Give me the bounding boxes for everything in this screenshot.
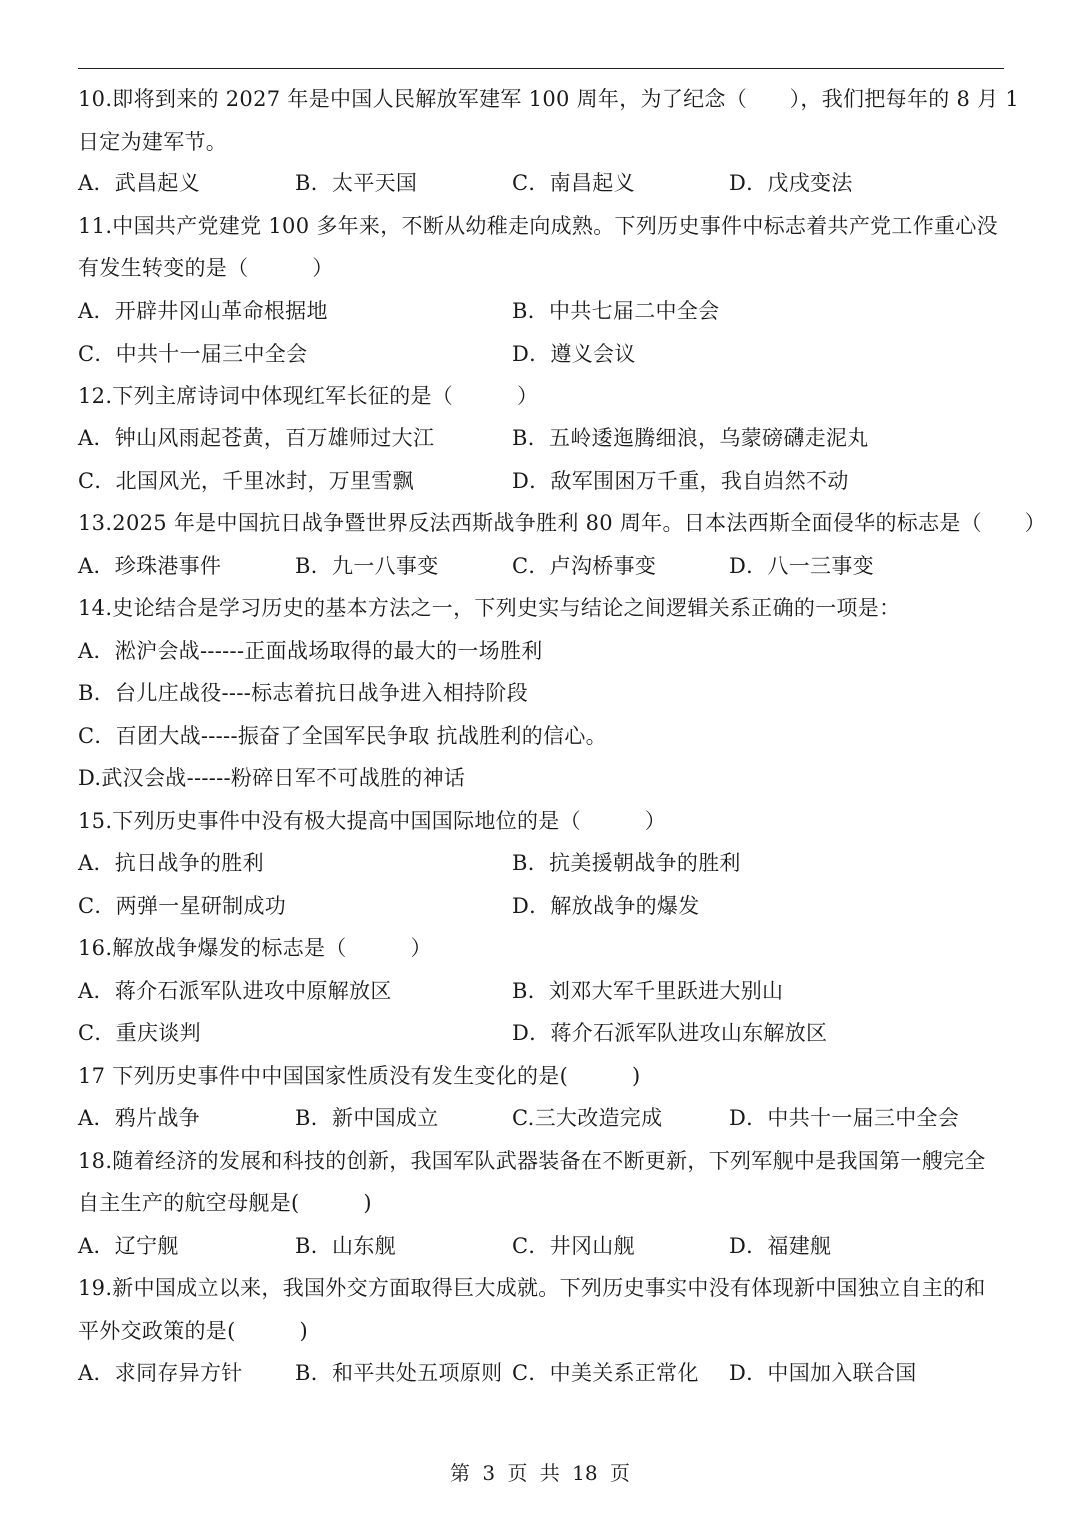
question-18-option-b[interactable]: B．山东舰 (295, 1234, 396, 1258)
question-10-option-d[interactable]: D．戊戌变法 (729, 171, 853, 195)
question-11-option-d[interactable]: D．遵义会议 (512, 342, 636, 366)
question-19-stem-line: 平外交政策的是( ) (78, 1319, 308, 1343)
question-15-option-b[interactable]: B．抗美援朝战争的胜利 (512, 851, 741, 875)
question-15-stem-line: 15.下列历史事件中没有极大提高中国国际地位的是（ ） (78, 809, 667, 833)
question-19-option-c[interactable]: C．中美关系正常化 (512, 1361, 699, 1385)
question-11-option-b[interactable]: B．中共七届二中全会 (512, 299, 720, 323)
question-15-option-d[interactable]: D．解放战争的爆发 (512, 894, 700, 918)
question-16-option-a[interactable]: A．蒋介石派军队进攻中原解放区 (78, 979, 392, 1003)
question-10-option-a[interactable]: A．武昌起义 (78, 171, 200, 195)
question-12-option-a[interactable]: A．钟山风雨起苍黄，百万雄师过大江 (78, 426, 435, 450)
question-12-option-c[interactable]: C．北国风光，千里冰封，万里雪飘 (78, 469, 414, 493)
question-12-option-d[interactable]: D．敌军围困万千重，我自岿然不动 (512, 469, 849, 493)
question-11-stem-line: 有发生转变的是（ ） (78, 256, 334, 280)
question-10-stem-line: 日定为建军节。 (78, 130, 228, 154)
question-11-option-a[interactable]: A．开辟井冈山革命根据地 (78, 299, 328, 323)
question-11-option-c[interactable]: C．中共十一届三中全会 (78, 342, 308, 366)
question-17-option-c[interactable]: C.三大改造完成 (512, 1106, 663, 1130)
question-17-stem-line: 17 下列历史事件中中国国家性质没有发生变化的是( ) (78, 1064, 641, 1088)
question-13-option-c[interactable]: C．卢沟桥事变 (512, 554, 657, 578)
question-18-option-a[interactable]: A．辽宁舰 (78, 1234, 179, 1258)
question-10-option-c[interactable]: C．南昌起义 (512, 171, 635, 195)
question-17-option-d[interactable]: D．中共十一届三中全会 (729, 1106, 960, 1130)
question-13-option-d[interactable]: D．八一三事变 (729, 554, 874, 578)
question-11-stem-line: 11.中国共产党建党 100 多年来，不断从幼稚走向成熟。下列历史事件中标志着共产党工作重心没 (78, 214, 998, 238)
question-14-option-b[interactable]: B．台儿庄战役----标志着抗日战争进入相持阶段 (78, 681, 529, 705)
question-16-option-c[interactable]: C．重庆谈判 (78, 1021, 201, 1045)
question-19-option-a[interactable]: A．求同存异方针 (78, 1361, 243, 1385)
question-14-option-d[interactable]: D.武汉会战------粉碎日军不可战胜的神话 (78, 766, 466, 790)
question-19-stem-line: 19.新中国成立以来，我国外交方面取得巨大成就。下列历史事实中没有体现新中国独立自主的和 (78, 1276, 986, 1300)
question-16-option-b[interactable]: B．刘邓大军千里跃进大别山 (512, 979, 784, 1003)
question-18-option-d[interactable]: D．福建舰 (729, 1234, 832, 1258)
question-12-stem-line: 12.下列主席诗词中体现红军长征的是（ ） (78, 384, 539, 408)
question-19-option-d[interactable]: D．中国加入联合国 (729, 1361, 917, 1385)
question-17-option-b[interactable]: B．新中国成立 (295, 1106, 439, 1130)
question-10-stem-line: 10.即将到来的 2027 年是中国人民解放军建军 100 周年，为了纪念（ ），我们把每年的 8 月 1 (78, 87, 1020, 111)
question-13-option-b[interactable]: B．九一八事变 (295, 554, 439, 578)
page-footer: 第 3 页 共 18 页 (450, 1461, 630, 1485)
question-16-stem-line: 16.解放战争爆发的标志是（ ） (78, 936, 432, 960)
question-13-stem-line: 13.2025 年是中国抗日战争暨世界反法西斯战争胜利 80 周年。日本法西斯全面侵华的标志是（ ） (78, 511, 1046, 535)
question-16-option-d[interactable]: D．蒋介石派军队进攻山东解放区 (512, 1021, 828, 1045)
header-rule (78, 68, 1004, 69)
question-18-stem-line: 自主生产的航空母舰是( ) (78, 1191, 372, 1215)
question-14-stem-line: 14.史论结合是学习历史的基本方法之一，下列史实与结论之间逻辑关系正确的一项是： (78, 596, 901, 620)
question-17-option-a[interactable]: A．鸦片战争 (78, 1106, 200, 1130)
question-12-option-b[interactable]: B．五岭逶迤腾细浪，乌蒙磅礴走泥丸 (512, 426, 869, 450)
question-15-option-a[interactable]: A．抗日战争的胜利 (78, 851, 264, 875)
question-14-option-c[interactable]: C．百团大战-----振奋了全国军民争取 抗战胜利的信心。 (78, 724, 607, 748)
question-10-option-b[interactable]: B．太平天国 (295, 171, 418, 195)
question-14-option-a[interactable]: A．淞沪会战------正面战场取得的最大的一场胜利 (78, 639, 543, 663)
question-15-option-c[interactable]: C．两弹一星研制成功 (78, 894, 287, 918)
question-18-option-c[interactable]: C．井冈山舰 (512, 1234, 635, 1258)
question-18-stem-line: 18.随着经济的发展和科技的创新，我国军队武器装备在不断更新，下列军舰中是我国第一艘完全 (78, 1149, 986, 1173)
question-13-option-a[interactable]: A．珍珠港事件 (78, 554, 222, 578)
question-19-option-b[interactable]: B．和平共处五项原则 (295, 1361, 503, 1385)
